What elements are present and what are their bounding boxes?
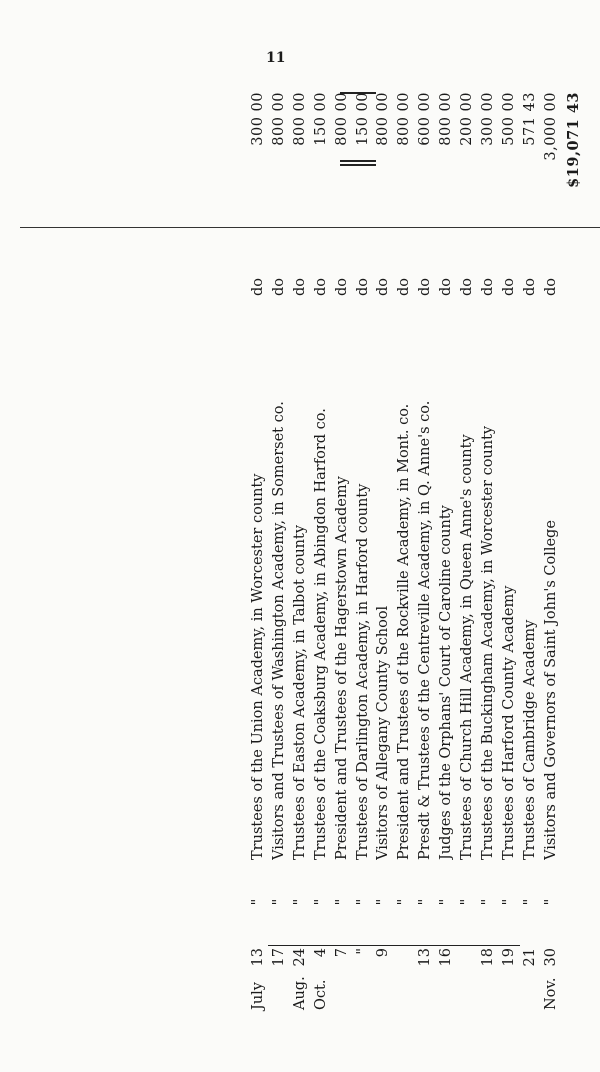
entry-ditto-do: do <box>459 278 475 297</box>
entry-description: Judges of the Orphans' Court of Caroline county <box>438 505 455 860</box>
entry-ditto-do: do <box>542 278 559 297</box>
entry-amount: 500 00 <box>500 92 517 146</box>
entry-ditto-do: do <box>250 278 266 297</box>
entry-description: Trustees of Harford County Academy <box>500 585 517 860</box>
entry-amount: 800 00 <box>375 92 392 146</box>
entry-ditto: " <box>521 898 538 906</box>
ledger-row <box>269 0 289 1072</box>
entry-ditto: " <box>438 898 455 906</box>
entry-ditto: " <box>375 898 392 906</box>
entry-ditto: " <box>354 898 371 906</box>
entry-ditto: " <box>542 898 559 906</box>
ledger-row <box>457 0 477 1072</box>
entry-description: President and Trustees of the Hagerstown Academy <box>333 476 350 860</box>
entry-month: Nov. <box>542 977 559 1010</box>
entry-ditto: " <box>459 898 475 906</box>
ledger-row <box>415 0 435 1072</box>
total-amount: $19,071 43 <box>564 92 582 188</box>
ledger-row <box>353 0 373 1072</box>
entry-day: 13 <box>417 948 434 967</box>
entry-month: Oct. <box>312 979 329 1010</box>
ledger-row <box>373 0 393 1072</box>
entry-day: 16 <box>438 948 455 967</box>
entry-ditto-do: do <box>417 278 434 297</box>
ledger-row <box>332 0 352 1072</box>
entry-ditto-do: do <box>270 278 287 297</box>
entry-description: Trustees of the Union Academy, in Worcester county <box>250 473 266 860</box>
entry-day: 7 <box>333 948 350 958</box>
entry-description: President and Trustees of the Rockville Academy, in Mont. co. <box>396 403 413 860</box>
ledger-row <box>520 0 540 1072</box>
entry-amount: 150 00 <box>312 92 329 146</box>
entry-month: Aug. <box>291 976 308 1010</box>
entry-ditto-do: do <box>291 278 308 297</box>
entry-amount: 800 00 <box>396 92 413 146</box>
entry-ditto-do: do <box>521 278 538 297</box>
entry-amount: 300 00 <box>250 92 266 146</box>
entry-ditto-do: do <box>333 278 350 297</box>
ledger-row <box>541 0 561 1072</box>
entry-description: Visitors and Governors of Saint John's College <box>542 520 559 860</box>
entry-ditto: " <box>396 898 413 906</box>
entry-ditto: " <box>500 898 517 906</box>
entry-amount: 200 00 <box>459 92 475 146</box>
entry-ditto-do: do <box>500 278 517 297</box>
entry-ditto-do: do <box>479 278 496 297</box>
entry-month: July <box>250 982 266 1010</box>
ledger-row <box>311 0 331 1072</box>
entry-amount: 600 00 <box>417 92 434 146</box>
entry-day: " <box>354 948 371 955</box>
entry-ditto: " <box>312 898 329 906</box>
entry-day: 13 <box>250 948 266 967</box>
entry-ditto: " <box>270 898 287 906</box>
entry-amount: 571 43 <box>521 92 538 146</box>
entry-description: Visitors of Allegany County School <box>375 605 392 860</box>
entry-amount: 300 00 <box>479 92 496 146</box>
entry-day: 18 <box>479 948 496 967</box>
entry-amount: 150 00 <box>354 92 371 146</box>
entry-description: Trustees of Cambridge Academy <box>521 619 538 860</box>
entry-day: 9 <box>375 948 392 958</box>
entry-amount: 800 00 <box>270 92 287 146</box>
entry-ditto: " <box>250 898 266 906</box>
entry-description: Trustees of the Coaksburg Academy, in Abingdon Harford co. <box>312 408 329 860</box>
entry-ditto: " <box>291 898 308 906</box>
ledger-row <box>499 0 519 1072</box>
entry-day: 21 <box>521 948 538 967</box>
ledger-row <box>394 0 414 1072</box>
entry-description: Presdt & Trustees of the Centreville Academy, in Q. Anne's co. <box>417 400 434 860</box>
total-row <box>564 0 584 1072</box>
entry-ditto: " <box>417 898 434 906</box>
entry-day: 19 <box>500 948 517 967</box>
entry-description: Trustees of the Buckingham Academy, in Worcester county <box>479 425 496 860</box>
entry-ditto-do: do <box>396 278 413 297</box>
entry-ditto-do: do <box>354 278 371 297</box>
entry-ditto-do: do <box>438 278 455 297</box>
entry-description: Trustees of Easton Academy, in Talbot county <box>291 524 308 860</box>
entry-day: 4 <box>312 948 329 958</box>
entry-amount: 800 00 <box>291 92 308 146</box>
entry-description: Trustees of Church Hill Academy, in Queen Anne's county <box>459 434 475 860</box>
page-number: 11 <box>266 50 286 66</box>
entry-day: 24 <box>291 948 308 967</box>
entry-description: Trustees of Darlington Academy, in Harford county <box>354 483 371 860</box>
entry-ditto: " <box>333 898 350 906</box>
entry-ditto-do: do <box>375 278 392 297</box>
entry-day: 30 <box>542 948 559 967</box>
entry-amount: 800 00 <box>333 92 350 146</box>
ledger-row <box>478 0 498 1072</box>
entry-amount: 800 00 <box>438 92 455 146</box>
entry-ditto-do: do <box>312 278 329 297</box>
ledger-row <box>436 0 456 1072</box>
entry-description: Visitors and Trustees of Washington Academy, in Somerset co. <box>270 401 287 860</box>
entry-day: 17 <box>270 948 287 967</box>
ledger-row <box>248 0 268 1072</box>
entry-ditto: " <box>479 898 496 906</box>
entry-amount: 3,000 00 <box>542 92 559 161</box>
ledger-row <box>290 0 310 1072</box>
